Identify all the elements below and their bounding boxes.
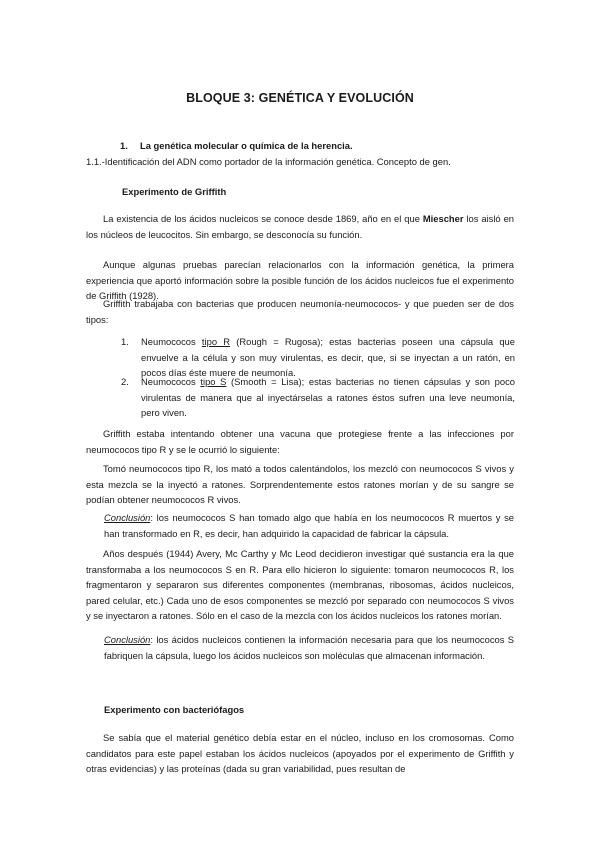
paragraph-avery: Años después (1944) Avery, Mc Carthy y Mc Leod decidieron investigar qué sustancia era la que transformaba a los neumococos S en R. Para ello hicieron lo siguiente: tomaron neumococos R, los fragmentaron y separaron sus diferentes componentes (membranas, ribosomas, ácidos nucleicos, pared celular, etc.) Cada uno de esos componentes se mezcló por separado con neumococos S vivos y se inyectaron a ratones. Sólo en el caso de la mezcla con los ácidos nucleicos los ratones morían.: [86, 548, 514, 622]
underlined-type: tipo S: [200, 376, 227, 387]
griffith-heading: Experimento de Griffith: [122, 186, 227, 197]
underlined-type: tipo R: [201, 336, 231, 347]
section-heading: [120, 140, 353, 151]
conclusion-2: [104, 632, 514, 663]
list-item-type-s: [121, 374, 515, 421]
conclusion-label: Conclusión: [104, 634, 151, 645]
paragraph-miescher: [86, 211, 514, 242]
subsection-title: 1.1.-Identificación del ADN como portador de la información genética. Concepto de gen.: [86, 156, 451, 167]
text-run: los aisló en los núcleos de leucocitos. Sin embargo, se desconocía su función.: [86, 213, 514, 240]
paragraph-bacteria-types: Griffith trabajaba con bacterias que producen neumonía-neumococos- y que pueden ser de dos tipos:: [86, 298, 514, 325]
conclusion-label: Conclusión: [104, 512, 151, 523]
paragraph-bacteriophage: Se sabía que el material genético debía estar en el núcleo, incluso en los cromosomas. Como candidatos para este papel estaban los ácidos nucleicos (apoyados por el experimento de Griffith y otras evidencias) y las proteínas (dada su gran variabilidad, pues resultan de: [86, 732, 514, 775]
text-run: Neumococos: [141, 376, 201, 387]
text-run: La existencia de los ácidos nucleicos se conoce desde 1869, año en el que: [103, 213, 423, 224]
text-run: : los ácidos nucleicos contienen la información necesaria para que los neumococos S fabriquen la cápsula, luego los ácidos nucleicos son moléculas que almacenan información.: [104, 634, 514, 661]
section-title: La genética molecular o química de la herencia.: [140, 140, 353, 151]
paragraph-experiment: Tomó neumococos tipo R, los mató a todos calentándolos, los mezcló con neumococos S vivos y esta mezcla se la inyectó a ratones. Sorprendentemente estos ratones morían y de su sangre se podían obtener neumococos R vivos.: [86, 463, 514, 506]
bold-name: Miescher: [422, 213, 464, 224]
bacteriophage-heading: Experimento con bacteriófagos: [104, 704, 245, 715]
text-run: (Rough = Rugosa); estas bacterias poseen una cápsula que envuelve a la célula y son muy virulentas, es decir, que, si se inyectan a un ratón, en pocos días éste muere de neumonía.: [141, 336, 515, 379]
text-run: Neumococos: [141, 336, 202, 347]
text-run: : los neumococos S han tomado algo que había en los neumococos R muertos y se han transformado en R, es decir, han adquirido la capacidad de fabricar la cápsula.: [104, 512, 514, 539]
section-number: 1.: [120, 140, 128, 151]
text-run: (Smooth = Lisa); estas bacterias no tienen cápsulas y son poco virulentas de manera que al inyectárselas a ratones éstos sufren una leve neumonía, pero viven.: [141, 376, 515, 419]
list-number: 2.: [121, 376, 129, 387]
paragraph-griffith-intro: Aunque algunas pruebas parecían relacionarlos con la información genética, la primera experiencia que aportó información sobre la posible función de los ácidos nucleicos fue el experimento de Griffith (1928).: [86, 259, 514, 302]
list-number: 1.: [121, 336, 129, 347]
paragraph-vaccine: Griffith estaba intentando obtener una vacuna que protegiese frente a las infecciones por neumococos tipo R y se le ocurrió lo siguiente:: [86, 428, 514, 455]
conclusion-1: [104, 510, 514, 541]
page-title: BLOQUE 3: GENÉTICA Y EVOLUCIÓN: [186, 91, 414, 105]
